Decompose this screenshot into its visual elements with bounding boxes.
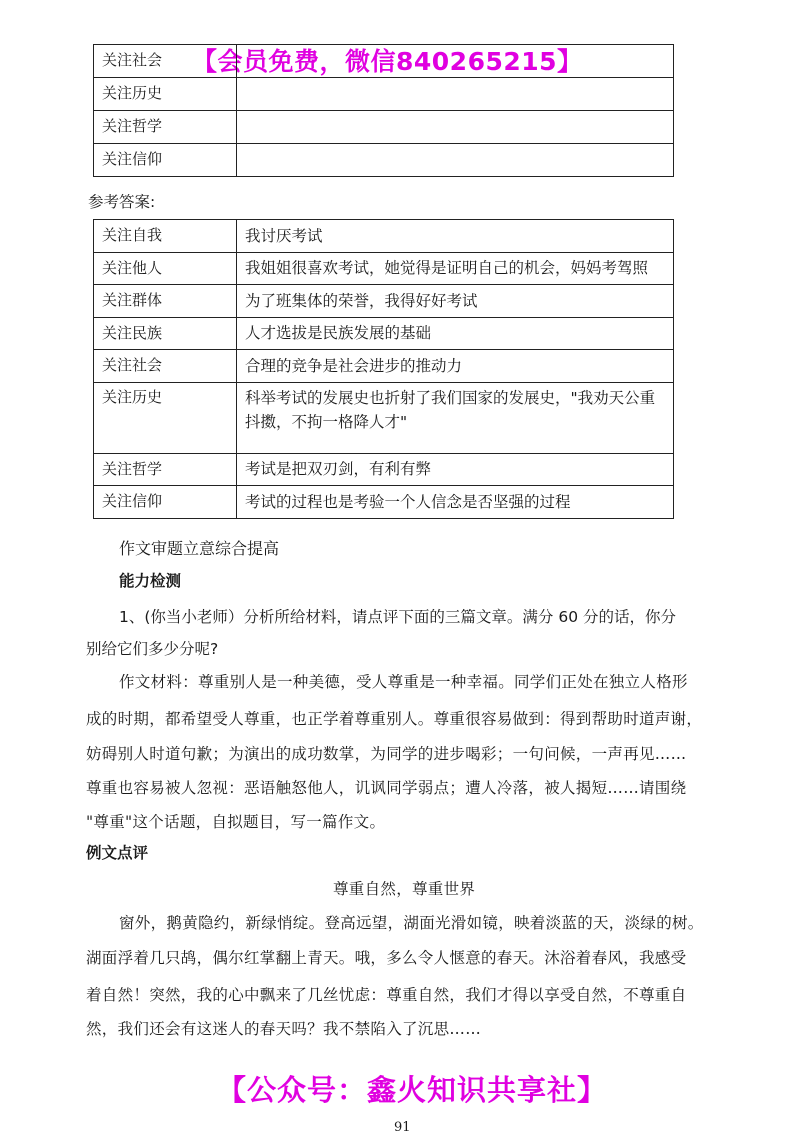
row-label: 关注历史 [94, 382, 237, 453]
row-value: 人才选拔是民族发展的基础 [237, 317, 674, 350]
row-value [237, 144, 674, 177]
table-row [94, 486, 674, 519]
row-value: 考试是把双刃剑，有利有弊 [237, 453, 674, 486]
table-row [94, 317, 674, 350]
reference-answer-label: 参考答案: [88, 193, 156, 211]
table-row [94, 220, 674, 253]
row-label: 关注信仰 [94, 486, 237, 519]
table-row [94, 78, 674, 111]
essay-line: 窗外，鹅黄隐约，新绿悄绽。登高远望，湖面光滑如镜，映着淡蓝的天，淡绿的树。 [119, 914, 704, 932]
row-label: 关注群体 [94, 285, 237, 318]
row-value: 考试的过程也是考验一个人信念是否坚强的过程 [237, 486, 674, 519]
material-line: 妨碍别人时道句歉；为演出的成功数掌，为同学的进步喝彩；一句问候，一声再见…… [86, 745, 687, 763]
row-value: 为了班集体的荣誉，我得好好考试 [237, 285, 674, 318]
row-label: 关注民族 [94, 317, 237, 350]
example-heading: 例文点评 [86, 844, 149, 862]
section-title: 作文审题立意综合提高 [119, 539, 280, 558]
row-value [237, 45, 674, 78]
question-line: 1、(你当小老师）分析所给材料，请点评下面的三篇文章。满分 60 分的话，你分 [119, 608, 676, 626]
table-row [94, 382, 674, 453]
answer-table [93, 219, 674, 519]
essay-line: 湖面浮着几只鸪，偶尔红掌翻上青天。哦，多么令人惬意的春天。沐浴着春风，我感受 [86, 949, 687, 967]
row-label: 关注他人 [94, 252, 237, 285]
table-row [94, 111, 674, 144]
row-label: 关注哲学 [94, 453, 237, 486]
row-label: 关注历史 [94, 78, 237, 111]
essay-line: 然，我们还会有这迷人的春天吗？我不禁陷入了沉思…… [86, 1020, 482, 1038]
page-number: 91 [394, 1120, 411, 1135]
row-value: 我讨厌考试 [237, 220, 674, 253]
row-value-line: 抖擞，不拘一格降人才" [245, 412, 408, 431]
row-value [237, 78, 674, 111]
row-label: 关注自我 [94, 220, 237, 253]
blank-table [93, 44, 674, 177]
table-row [94, 453, 674, 486]
table-row [94, 45, 674, 78]
table-row [94, 350, 674, 383]
material-line: 尊重也容易被人忽视：恶语触怒他人，讥讽同学弱点；遭人冷落，被人揭短……请围绕 [86, 779, 687, 797]
row-value: 合理的竞争是社会进步的推动力 [237, 350, 674, 383]
question-line: 别给它们多少分呢? [86, 640, 219, 658]
row-value-line: 科举考试的发展史也折射了我们国家的发展史，"我劝天公重 [245, 388, 656, 407]
material-line: "尊重"这个话题，自拟题目，写一篇作文。 [86, 813, 386, 831]
row-value: 我姐姐很喜欢考试，她觉得是证明自己的机会，妈妈考驾照 [237, 252, 674, 285]
row-label: 关注社会 [94, 350, 237, 383]
table-row [94, 252, 674, 285]
row-label: 关注信仰 [94, 144, 237, 177]
essay-line: 着自然！突然，我的心中飘来了几丝忧虑：尊重自然，我们才得以享受自然，不尊重自 [86, 986, 687, 1004]
row-label: 关注哲学 [94, 111, 237, 144]
material-line: 成的时期，都希望受人尊重，也正学着尊重别人。尊重很容易做到：得到帮助时道声谢， [86, 710, 703, 728]
material-line: 作文材料：尊重别人是一种美德，受人尊重是一种幸福。同学们正处在独立人格形 [119, 673, 688, 691]
table-row [94, 144, 674, 177]
watermark-top: 【会员免费，微信840265215】 [192, 47, 583, 76]
essay-title: 尊重自然，尊重世界 [333, 880, 476, 898]
ability-heading: 能力检测 [119, 572, 182, 590]
row-label: 关注社会 [94, 45, 237, 78]
row-value [237, 382, 674, 453]
row-value [237, 111, 674, 144]
table-row [94, 285, 674, 318]
watermark-bottom: 【公众号：鑫火知识共享社】 [217, 1073, 608, 1107]
